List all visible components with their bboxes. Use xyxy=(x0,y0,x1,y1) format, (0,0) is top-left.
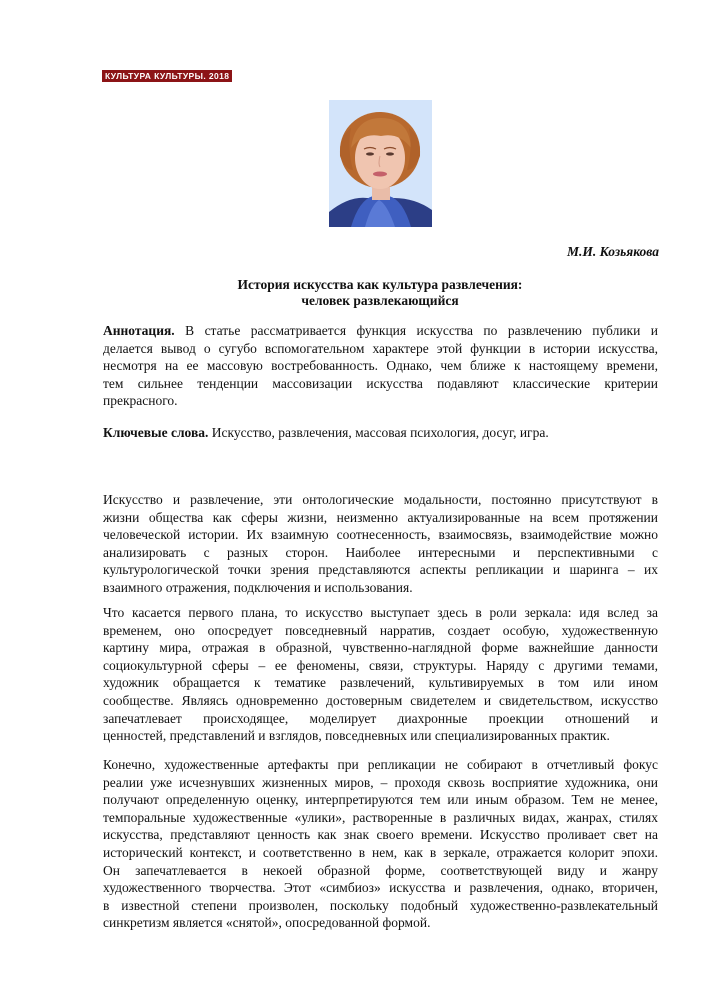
abstract xyxy=(103,322,658,410)
paragraph-line: реалии уже исчезнувших жизненных миров, – проходя сквозь восприятие художника, они xyxy=(103,774,658,790)
paragraph-line: взаимного отражения, подключения и использования. xyxy=(103,579,413,595)
paragraph-line: Он запечатлевается в некоей образной форме, соответствующей виду и жанру xyxy=(103,862,658,878)
body-paragraph-1 xyxy=(103,491,658,597)
author-name: М.И. Козьякова xyxy=(566,244,659,259)
article-title-line-1: История искусства как культура развлечения: xyxy=(237,277,523,292)
paragraph-line: искусства, представляют ценность как знак своего времени. Искусство проливает свет на xyxy=(103,827,658,843)
abstract-line: прекрасного. xyxy=(103,393,178,409)
paragraph-line: сообществе. Являясь одновременно достоверным свидетелем и свидетельством, искусство xyxy=(103,692,658,708)
paragraph-line: художник обращается к тематике развлечений, культивируемых в том или ином xyxy=(103,675,658,691)
paragraph-line: анализировать с разных сторон. Наиболее интересными и перспективными с xyxy=(103,544,658,560)
paragraph-line: Конечно, художественные артефакты при репликации не собирают в отчетливый фокус xyxy=(103,757,658,772)
article-title xyxy=(100,277,660,309)
abstract-line: В статье рассматривается функция искусства по развлечению публики и xyxy=(174,323,658,338)
paragraph-line: временем, оно опосредует повседневный нарратив, создает особую, художественную xyxy=(103,622,658,638)
abstract-line: несмотря на ее массовую востребованность. Однако, чем ближе к настоящему времени, xyxy=(103,358,658,374)
abstract-line: тем сильнее тенденции массовизации искусства подавляют классические критерии xyxy=(103,375,658,391)
paragraph-line: человеческой истории. Их взаимную соотнесенность, взаимосвязь, взаимодействие можно xyxy=(103,527,658,543)
paragraph-line: культурологической точки зрения представляются аспекты репликации и шаринга – их xyxy=(103,562,658,578)
paragraph-line: Что касается первого плана, то искусство выступает здесь в роли зеркала: идя вслед за xyxy=(103,605,658,620)
paragraph-line: художественного творчества. Этот «симбиоз» искусства и развлечения, однако, вторичен, xyxy=(103,880,658,896)
journal-badge: КУЛЬТУРА КУЛЬТУРЫ. 2018 xyxy=(102,70,232,82)
paragraph-line: социокультурной сферы – ее феномены, связи, структуры. Наряду с другими темами, xyxy=(103,657,658,673)
paragraph-line: ценностей, представлений и взглядов, повседневных или специализированных практик. xyxy=(103,728,610,744)
paragraph-line: темпоральные художественные «улики», растворенные в различных видах, жанрах, стилях xyxy=(103,809,658,825)
body-paragraph-2 xyxy=(103,604,658,745)
author-photo xyxy=(329,100,432,227)
paragraph-line: синкретизм является «снятой», опосредованной формой. xyxy=(103,915,431,931)
abstract-label: Аннотация. xyxy=(103,323,175,338)
portrait-illustration xyxy=(329,100,432,227)
paragraph-line: картину мира, отражая в образной, чувственно-наглядной форме важнейшие данности xyxy=(103,640,658,656)
paragraph-line: жизни общества как сферы жизни, неизменно актуализированные на всем протяжении xyxy=(103,509,658,525)
article-title-line-2: человек развлекающийся xyxy=(301,293,459,308)
paragraph-line: получают определенную оценку, интерпретируются тем или иным образом. Тем не менее, xyxy=(103,792,658,808)
abstract-line: делается вывод о сугубо вспомогательном характере этой функции в истории искусства, xyxy=(103,340,658,356)
keywords xyxy=(103,424,658,442)
paragraph-line: в известной степени произволен, поскольку подобный художественно-развлекательный xyxy=(103,897,658,913)
paragraph-line: исторический контекст, и соответственно в нем, как в зеркале, отражается колорит эпохи. xyxy=(103,844,658,860)
keywords-label: Ключевые слова. xyxy=(103,425,209,440)
paragraph-line: запечатлевает происходящее, моделирует диахронные проекции отношений и xyxy=(103,710,658,726)
keywords-text: Искусство, развлечения, массовая психология, досуг, игра. xyxy=(208,425,549,440)
paragraph-line: Искусство и развлечение, эти онтологические модальности, постоянно присутствуют в xyxy=(103,492,658,507)
body-paragraph-3 xyxy=(103,756,658,932)
